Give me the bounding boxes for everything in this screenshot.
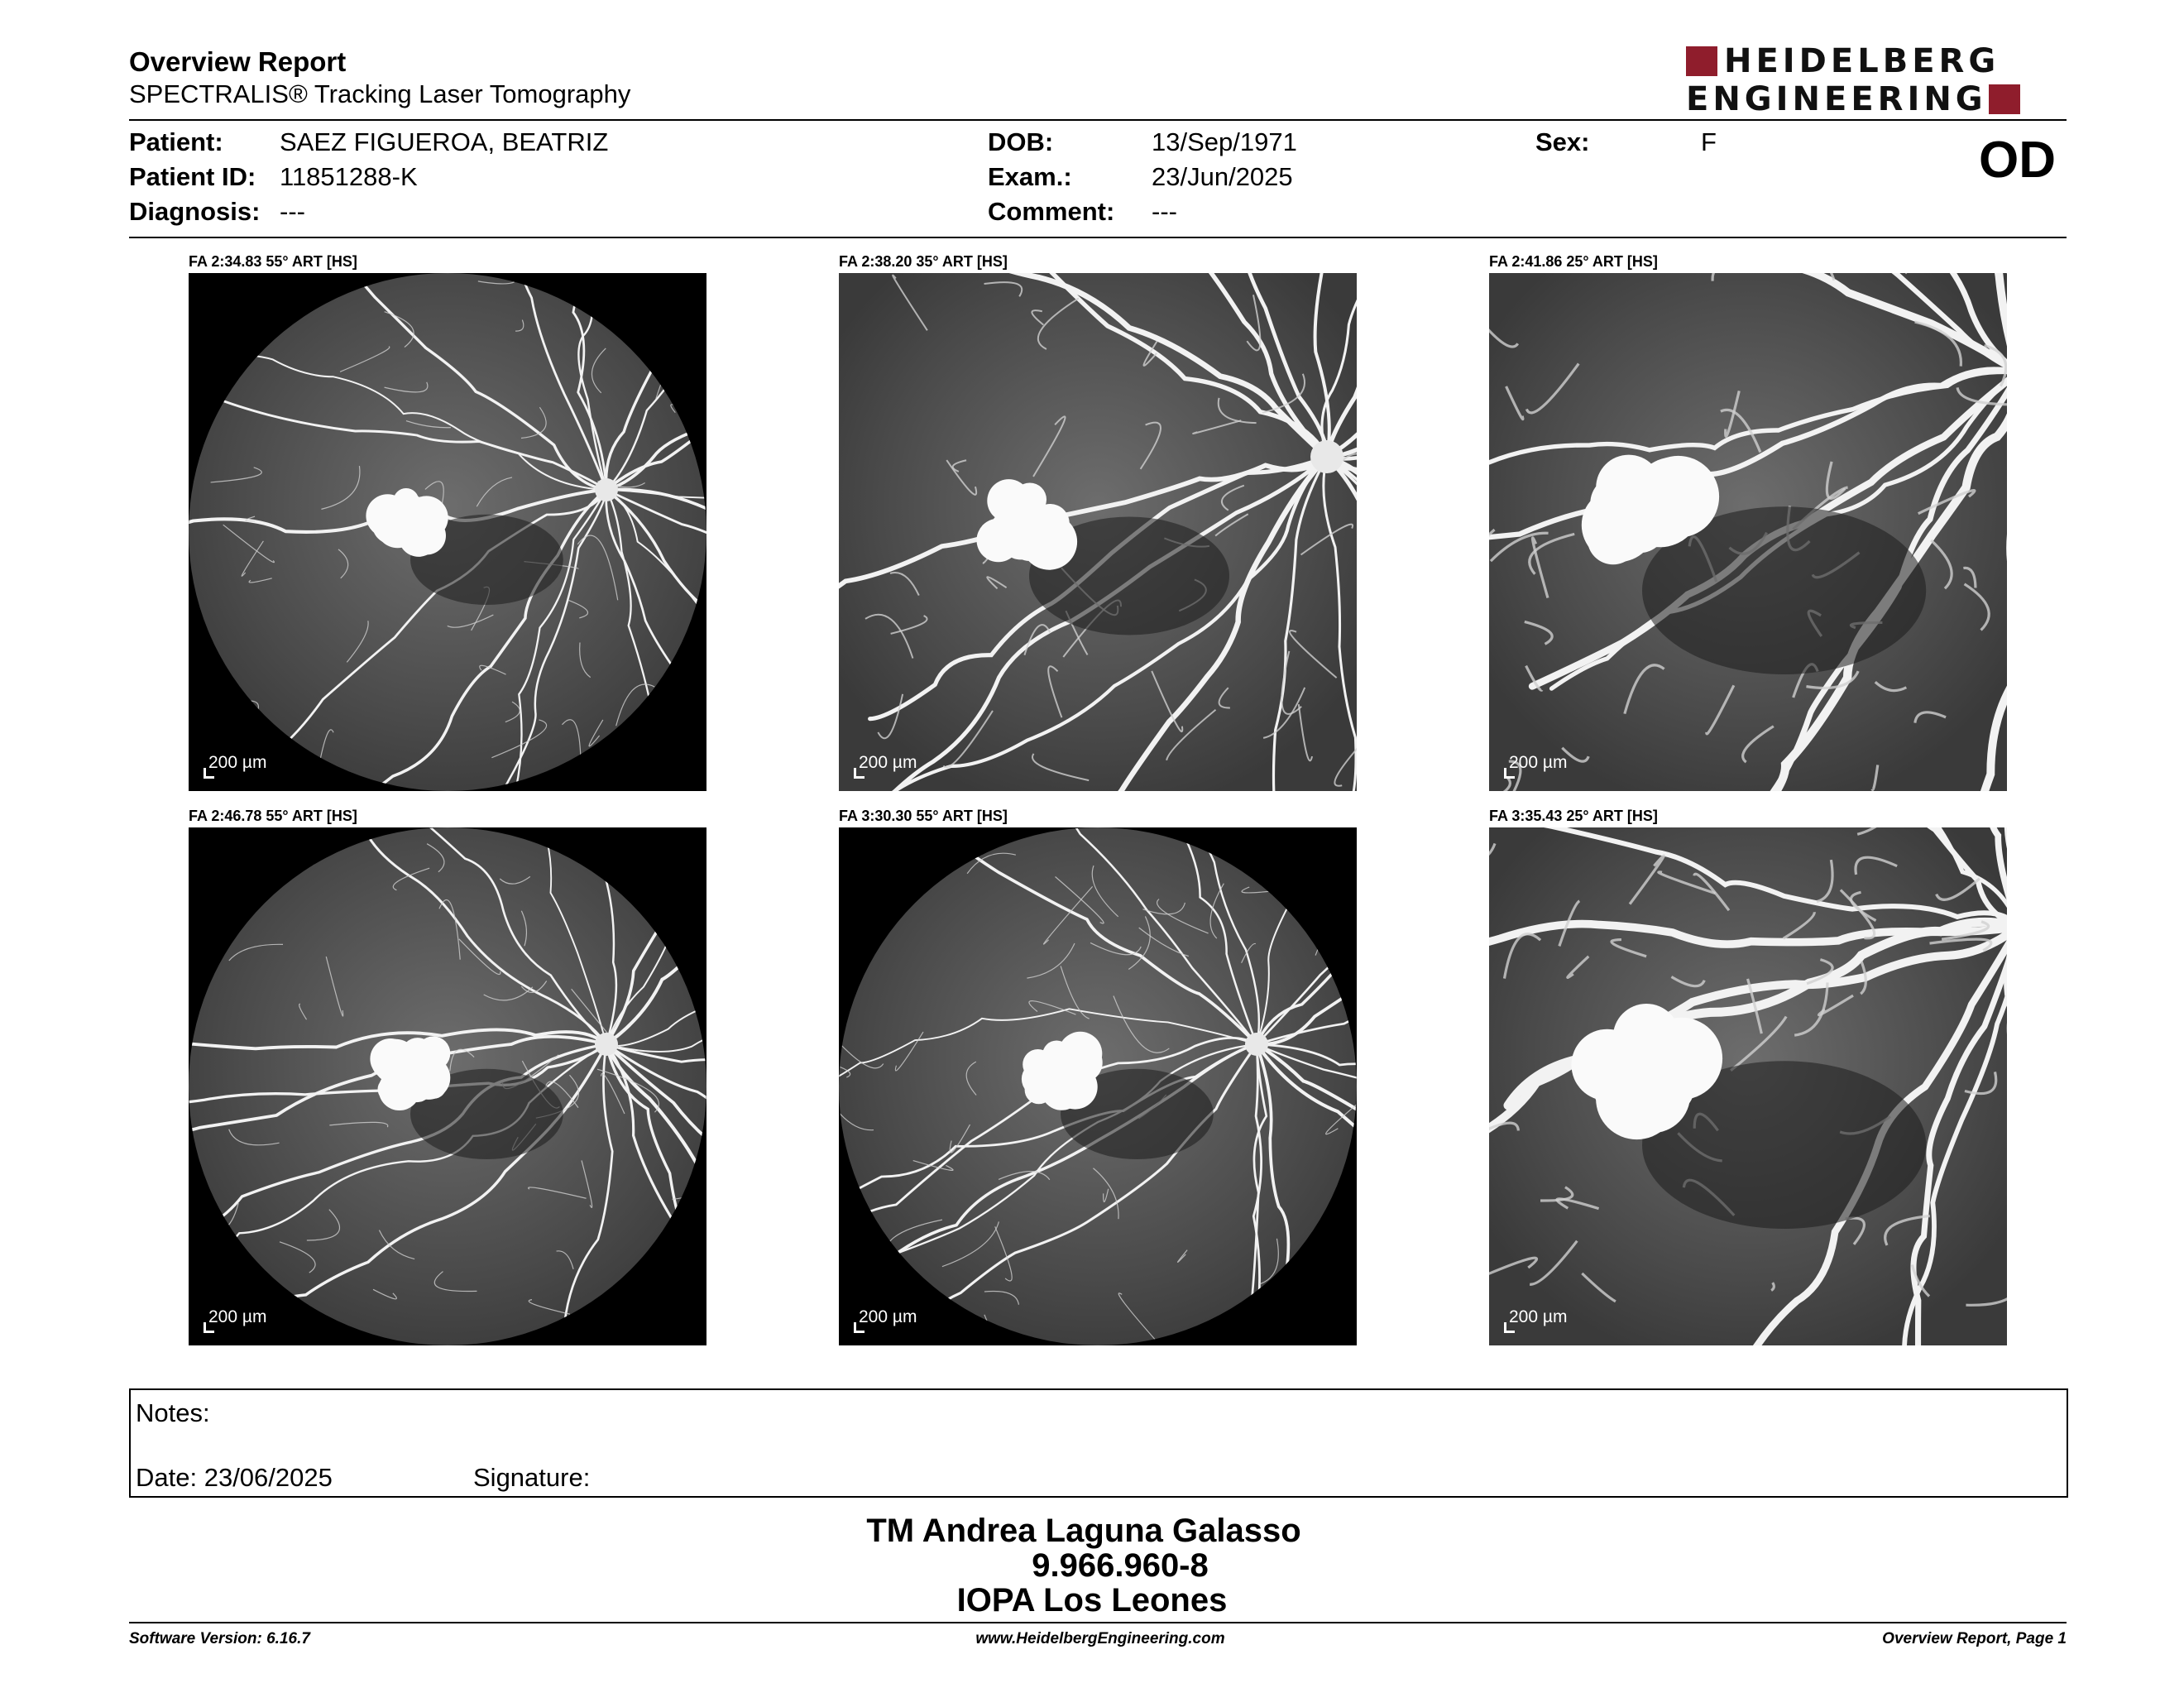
patient-id-label: Patient ID:	[129, 162, 256, 191]
diagnosis-label: Diagnosis:	[129, 197, 261, 226]
footer-rule	[129, 1622, 2067, 1623]
image-caption: FA 3:30.30 55° ART [HS]	[839, 808, 1008, 824]
diagnosis-value: ---	[280, 197, 305, 226]
angiogram-graphic	[189, 273, 706, 791]
dob-label: DOB:	[988, 127, 1054, 156]
image-caption: FA 2:41.86 25° ART [HS]	[1489, 253, 1658, 270]
logo-text-line2: ENGINEERING	[1686, 80, 1987, 118]
angiogram-graphic	[1489, 273, 2007, 791]
report-subtitle: SPECTRALIS® Tracking Laser Tomography	[129, 79, 631, 108]
exam-value: 23/Jun/2025	[1152, 162, 1293, 191]
angiogram-graphic	[839, 273, 1357, 791]
logo-square-left	[1686, 46, 1717, 76]
notes-box[interactable]	[129, 1388, 2068, 1498]
fundus-image[interactable]	[839, 273, 1357, 791]
sex-value: F	[1701, 127, 1717, 156]
page-number: Overview Report, Page 1	[1882, 1630, 2067, 1647]
clinic-name: IOPA Los Leones	[956, 1582, 1228, 1618]
patient-rule	[129, 237, 2067, 238]
patient-label: Patient:	[129, 127, 223, 156]
image-caption: FA 2:46.78 55° ART [HS]	[189, 808, 357, 824]
logo-text-line1: HEIDELBERG	[1724, 42, 2000, 80]
comment-value: ---	[1152, 197, 1177, 226]
fundus-image[interactable]	[839, 827, 1357, 1345]
scale-label: 200 µm	[208, 753, 267, 772]
image-caption: FA 2:38.20 35° ART [HS]	[839, 253, 1008, 270]
operator-name: TM Andrea Laguna Galasso	[866, 1513, 1301, 1549]
scale-label: 200 µm	[208, 1307, 267, 1326]
software-version: Software Version: 6.16.7	[129, 1630, 310, 1647]
fundus-image[interactable]	[189, 827, 706, 1345]
notes-date: Date: 23/06/2025	[136, 1463, 333, 1492]
header-rule	[129, 119, 2067, 121]
angiogram-graphic	[839, 827, 1357, 1345]
image-caption: FA 2:34.83 55° ART [HS]	[189, 253, 357, 270]
dob-value: 13/Sep/1971	[1152, 127, 1297, 156]
fundus-image[interactable]	[1489, 827, 2007, 1345]
scale-label: 200 µm	[1509, 1307, 1568, 1326]
logo-square-right	[1989, 84, 2020, 114]
notes-label: Notes:	[136, 1398, 210, 1427]
report-title: Overview Report	[129, 46, 347, 77]
scale-label: 200 µm	[859, 753, 917, 772]
heidelberg-logo	[1686, 42, 2067, 119]
scale-label: 200 µm	[1509, 753, 1568, 772]
fundus-image[interactable]	[1489, 273, 2007, 791]
comment-label: Comment:	[988, 197, 1115, 226]
signature-label: Signature:	[473, 1463, 591, 1492]
fundus-image[interactable]	[189, 273, 706, 791]
patient-id: 11851288-K	[280, 162, 418, 191]
eye-indicator: OD	[1979, 132, 2056, 189]
image-caption: FA 3:35.43 25° ART [HS]	[1489, 808, 1658, 824]
website-link[interactable]: www.HeidelbergEngineering.com	[975, 1630, 1225, 1647]
angiogram-graphic	[189, 827, 706, 1345]
sex-label: Sex:	[1535, 127, 1590, 156]
patient-name: SAEZ FIGUEROA, BEATRIZ	[280, 127, 609, 156]
scale-label: 200 µm	[859, 1307, 917, 1326]
operator-id: 9.966.960-8	[1032, 1547, 1209, 1584]
angiogram-graphic	[1489, 827, 2007, 1345]
exam-label: Exam.:	[988, 162, 1072, 191]
